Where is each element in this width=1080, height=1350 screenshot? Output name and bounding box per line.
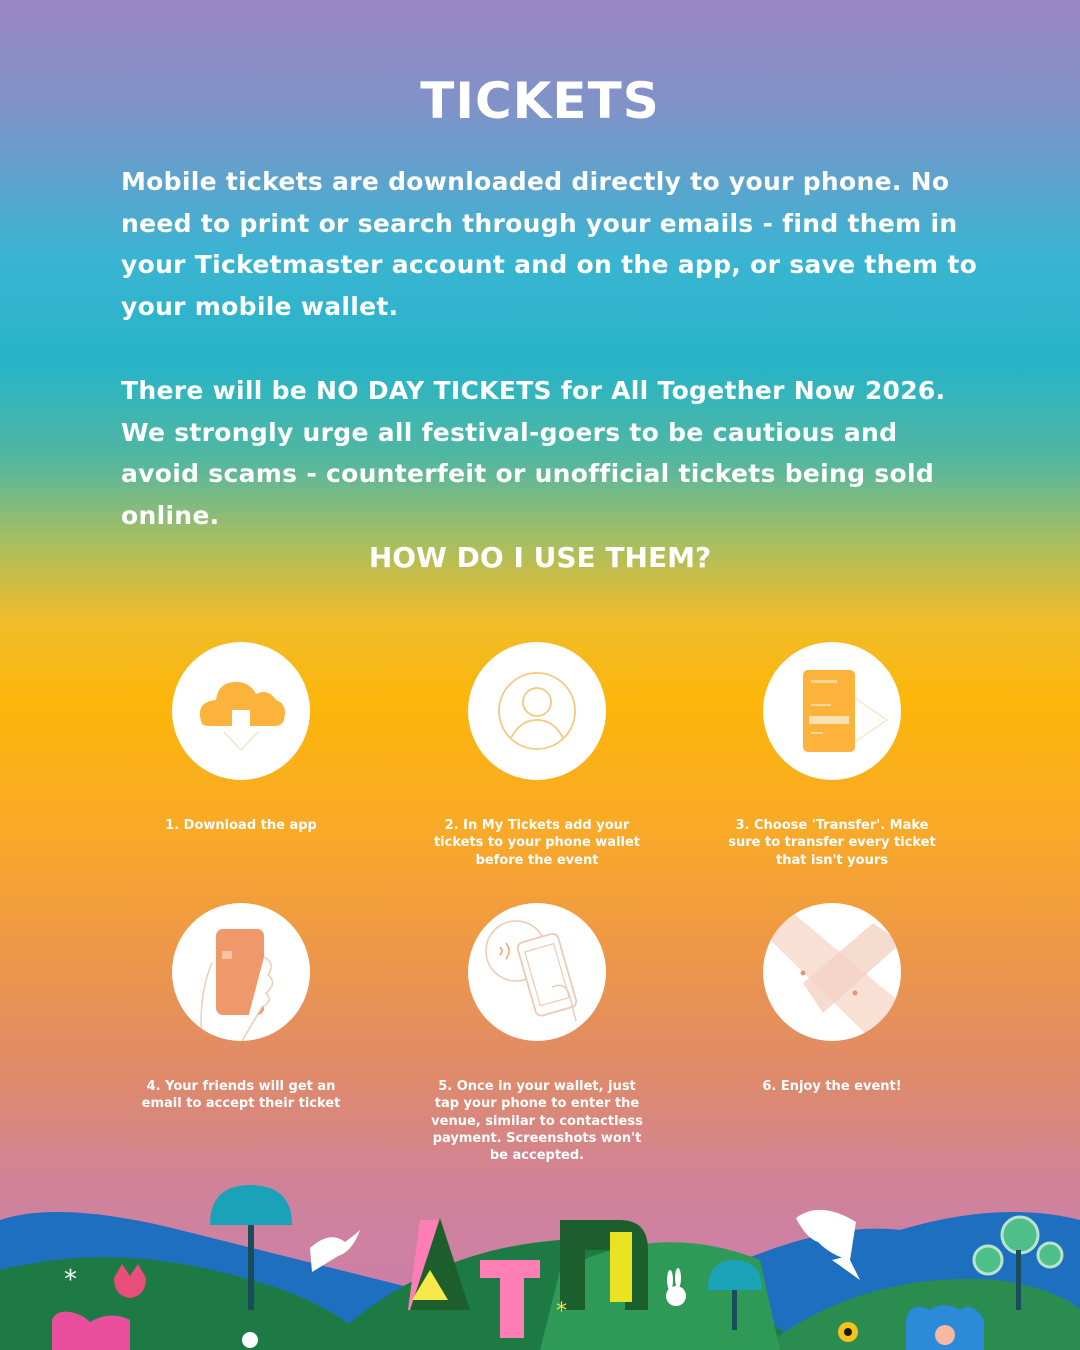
step-download-app (121, 642, 361, 834)
contactless-phone-icon (468, 903, 606, 1041)
how-to-use-title: HOW DO I USE THEM? (368, 541, 712, 574)
user-profile-icon (468, 642, 606, 780)
step-caption: 5. Once in your wallet, just tap your phone to enter the venue, similar to contactless payment. Screenshots won't be accepted. (431, 1079, 643, 1164)
cloud-download-icon (172, 642, 310, 780)
step-caption: 4. Your friends will get an email to accept their ticket (141, 1079, 341, 1112)
festival-landscape-illustration (0, 1160, 1080, 1350)
step-enjoy-event (712, 903, 952, 1095)
svg-text:*: * (556, 1299, 567, 1324)
step-tap-to-enter (417, 903, 657, 1164)
step-caption: 3. Choose 'Transfer'. Make sure to transfer every ticket that isn't yours (728, 818, 936, 868)
phone-transfer-icon (763, 642, 901, 780)
step-add-to-wallet (417, 642, 657, 869)
stage-lights-icon (763, 903, 901, 1041)
step-choose-transfer (712, 642, 952, 869)
svg-text:*: * (64, 1265, 77, 1295)
step-friends-email (121, 903, 361, 1113)
hand-holding-phone-icon (172, 903, 310, 1041)
step-caption: 6. Enjoy the event! (762, 1079, 902, 1094)
intro-paragraph-mobile-tickets: Mobile tickets are downloaded directly to your phone. No need to print or search through your emails - find them in your Ticketmaster account and on the app, or save them to your mobile wallet. (121, 167, 978, 321)
step-caption: 2. In My Tickets add your tickets to your phone wallet before the event (433, 818, 641, 868)
page-title: TICKETS (420, 72, 660, 130)
step-caption: 1. Download the app (165, 818, 317, 833)
intro-paragraph-no-day-tickets: There will be NO DAY TICKETS for All Together Now 2026. We strongly urge all festival-goers to be cautious and avoid scams - counterfeit or unofficial tickets being sold online. (121, 376, 946, 530)
